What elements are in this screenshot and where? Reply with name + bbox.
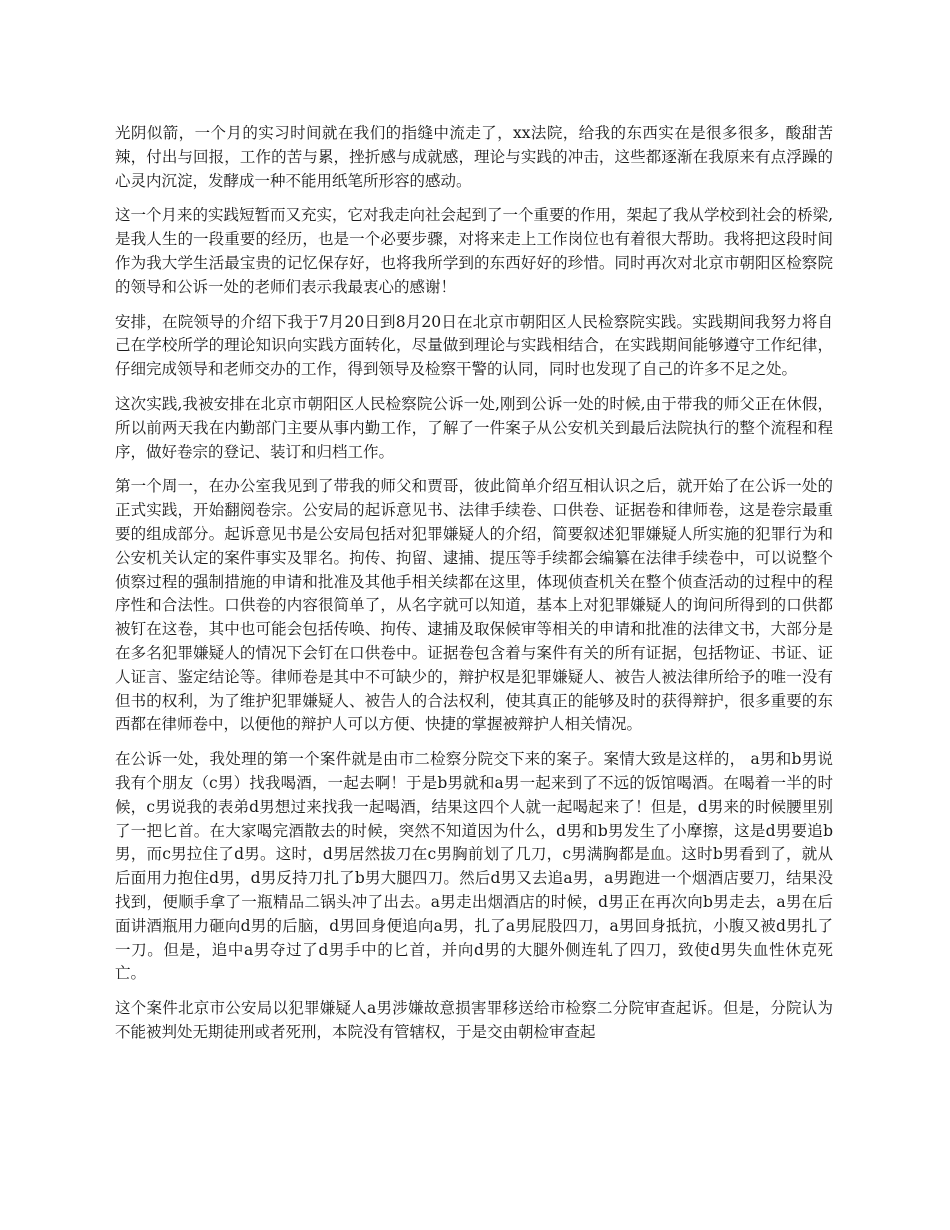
paragraph-2: 这一个月来的实践短暂而又充实，它对我走向社会起到了一个重要的作用，架起了我从学校到社会的桥梁,是我人生的一段重要的经历，也是一个必要步骤，对将来走上工作岗位也有着很大帮助。我将把这段时间作为我大学生活最宝贵的记忆保存好，也将我所学到的东西好好的珍惜。同时再次对北京市朝阳区检察院的领导和公诉一处的老师们表示我最衷心的感谢！	[115, 206, 833, 296]
paragraph-6: 在公诉一处，我处理的第一个案件就是由市二检察分院交下来的案子。案情大致是这样的， a男和b男说我有个朋友（c男）找我喝酒，一起去啊！于是b男就和a男一起来到了不远的饭馆喝酒。在喝着一半的时候，c男说我的表弟d男想过来找我一起喝酒，结果这四个人就一起喝起来了！但是，d男来的时候腰里别了一把匕首。在大家喝完酒散去的时候，突然不知道因为什么，d男和b男发生了小摩擦，这是d男要追b男，而c男拉住了d男。这时，d男居然拔刀在c男胸前划了几刀，c男满胸都是血。这时b男看到了，就从后面用力抱住d男，d男反持刀扎了b男大腿四刀。然后d男又去追a男，a男跑进一个烟酒店要刀，结果没找到，便顺手拿了一瓶精品二锅头冲了出去。a男走出烟酒店的时候，d男正在再次向b男走去，a男在后面讲酒瓶用力砸向d男的后脑，d男回身便追向a男，扎了a男屁股四刀，a男回身抵抗，小腹又被d男扎了一刀。但是，追中a男夺过了d男手中的匕首，并向d男的大腿外侧连轧了四刀，致使d男失血性休克死亡。	[115, 750, 833, 983]
paragraph-3: 安排，在院领导的介绍下我于7月20日到8月20日在北京市朝阳区人民检察院实践。实践期间我努力将自己在学校所学的理论知识向实践方面转化，尽量做到理论与实践相结合，在实践期间能够遵守工作纪律，仔细完成领导和老师交办的工作，得到领导及检察干警的认同，同时也发现了自己的许多不足之处。	[115, 312, 833, 379]
paragraph-4: 这次实践,我被安排在北京市朝阳区人民检察院公诉一处,刚到公诉一处的时候,由于带我的师父正在休假，所以前两天我在内勤部门主要从事内勤工作，了解了一件案子从公安机关到最后法院执行的整个流程和程序，做好卷宗的登记、装订和归档工作。	[115, 394, 833, 461]
paragraph-7: 这个案件北京市公安局以犯罪嫌疑人a男涉嫌故意损害罪移送给市检察二分院审查起诉。但是，分院认为不能被判处无期徒刑或者死刑，本院没有管辖权，于是交由朝检审查起	[115, 999, 833, 1041]
document-page	[115, 122, 833, 1056]
paragraph-1: 光阴似箭，一个月的实习时间就在我们的指缝中流走了，xx法院，给我的东西实在是很多很多，酸甜苦辣，付出与回报，工作的苦与累，挫折感与成就感，理论与实践的冲击，这些都逐渐在我原来有点浮躁的心灵内沉淀，发酵成一种不能用纸笔所形容的感动。	[115, 124, 833, 190]
paragraph-5: 第一个周一，在办公室我见到了带我的师父和贾哥，彼此简单介绍互相认识之后，就开始了在公诉一处的正式实践，开始翻阅卷宗。公安局的起诉意见书、法律手续卷、口供卷、证据卷和律师卷，这是卷宗最重要的组成部分。起诉意见书是公安局包括对犯罪嫌疑人的介绍，简要叙述犯罪嫌疑人所实施的犯罪行为和公安机关认定的案件事实及罪名。拘传、拘留、逮捕、提压等手续都会编纂在法律手续卷中，可以说整个侦察过程的强制措施的申请和批准及其他手相关续都在这里，体现侦查机关在整个侦查活动的过程中的程序性和合法性。口供卷的内容很简单了，从名字就可以知道，基本上对犯罪嫌疑人的询问所得到的口供都被钉在这卷，其中也可能会包括传唤、拘传、逮捕及取保候审等相关的申请和批准的法律文书，大部分是在多名犯罪嫌疑人的情况下会钉在口供卷中。证据卷包含着与案件有关的所有证据，包括物证、书证、证人证言、鉴定结论等。律师卷是其中不可缺少的，辩护权是犯罪嫌疑人、被告人被法律所给予的唯一没有但书的权利，为了维护犯罪嫌疑人、被告人的合法权利，使其真正的能够及时的获得辩护，很多重要的东西都在律师卷中，以便他的辩护人可以方便、快捷的掌握被辩护人相关情况。	[115, 477, 833, 734]
